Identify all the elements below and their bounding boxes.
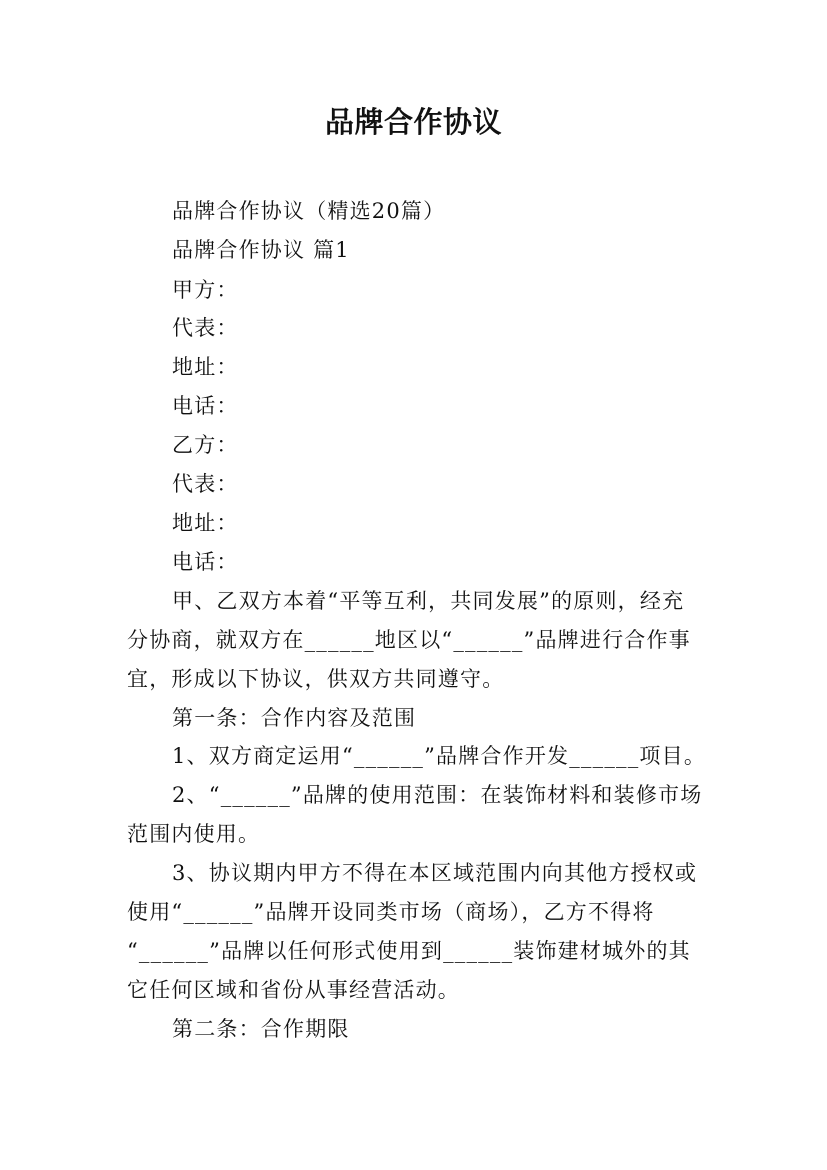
clause-line: “______”品牌以任何形式使用到______装饰建材城外的其: [127, 939, 691, 963]
clause-line: 它任何区域和省份从事经营活动。: [127, 978, 460, 1002]
party-b-representative-label: 代表：: [172, 472, 239, 496]
paragraph-line: 宜，形成以下协议，供双方共同遵守。: [127, 667, 505, 691]
clause-line: 使用“______”品牌开设同类市场（商场），乙方不得将: [127, 900, 655, 924]
party-b-address-label: 地址：: [172, 511, 239, 535]
article-heading: 第二条：合作期限: [172, 1017, 350, 1041]
party-b-phone-label: 电话：: [172, 550, 239, 574]
party-a-address-label: 地址：: [172, 355, 239, 379]
paragraph-line: 分协商，就双方在______地区以“______”品牌进行合作事: [127, 628, 691, 652]
party-a-representative-label: 代表：: [172, 316, 239, 340]
article-heading: 第一条：合作内容及范围: [172, 706, 417, 730]
clause-line: 3、协议期内甲方不得在本区域范围内向其他方授权或: [172, 861, 698, 885]
clause-line: 范围内使用。: [127, 822, 261, 846]
subtitle-line: 品牌合作协议（精选20篇）: [172, 199, 446, 223]
party-b-label: 乙方：: [172, 433, 239, 457]
party-a-label: 甲方：: [172, 278, 239, 302]
party-a-phone-label: 电话：: [172, 394, 239, 418]
clause-line: 2、“______”品牌的使用范围：在装饰材料和装修市场: [172, 783, 703, 807]
section-heading: 品牌合作协议 篇1: [172, 238, 350, 262]
paragraph-line: 甲、乙双方本着“平等互利，共同发展”的原则，经充: [172, 589, 685, 613]
document-title: 品牌合作协议: [324, 105, 502, 139]
clause-line: 1、双方商定运用“______”品牌合作开发______项目。: [172, 744, 707, 768]
